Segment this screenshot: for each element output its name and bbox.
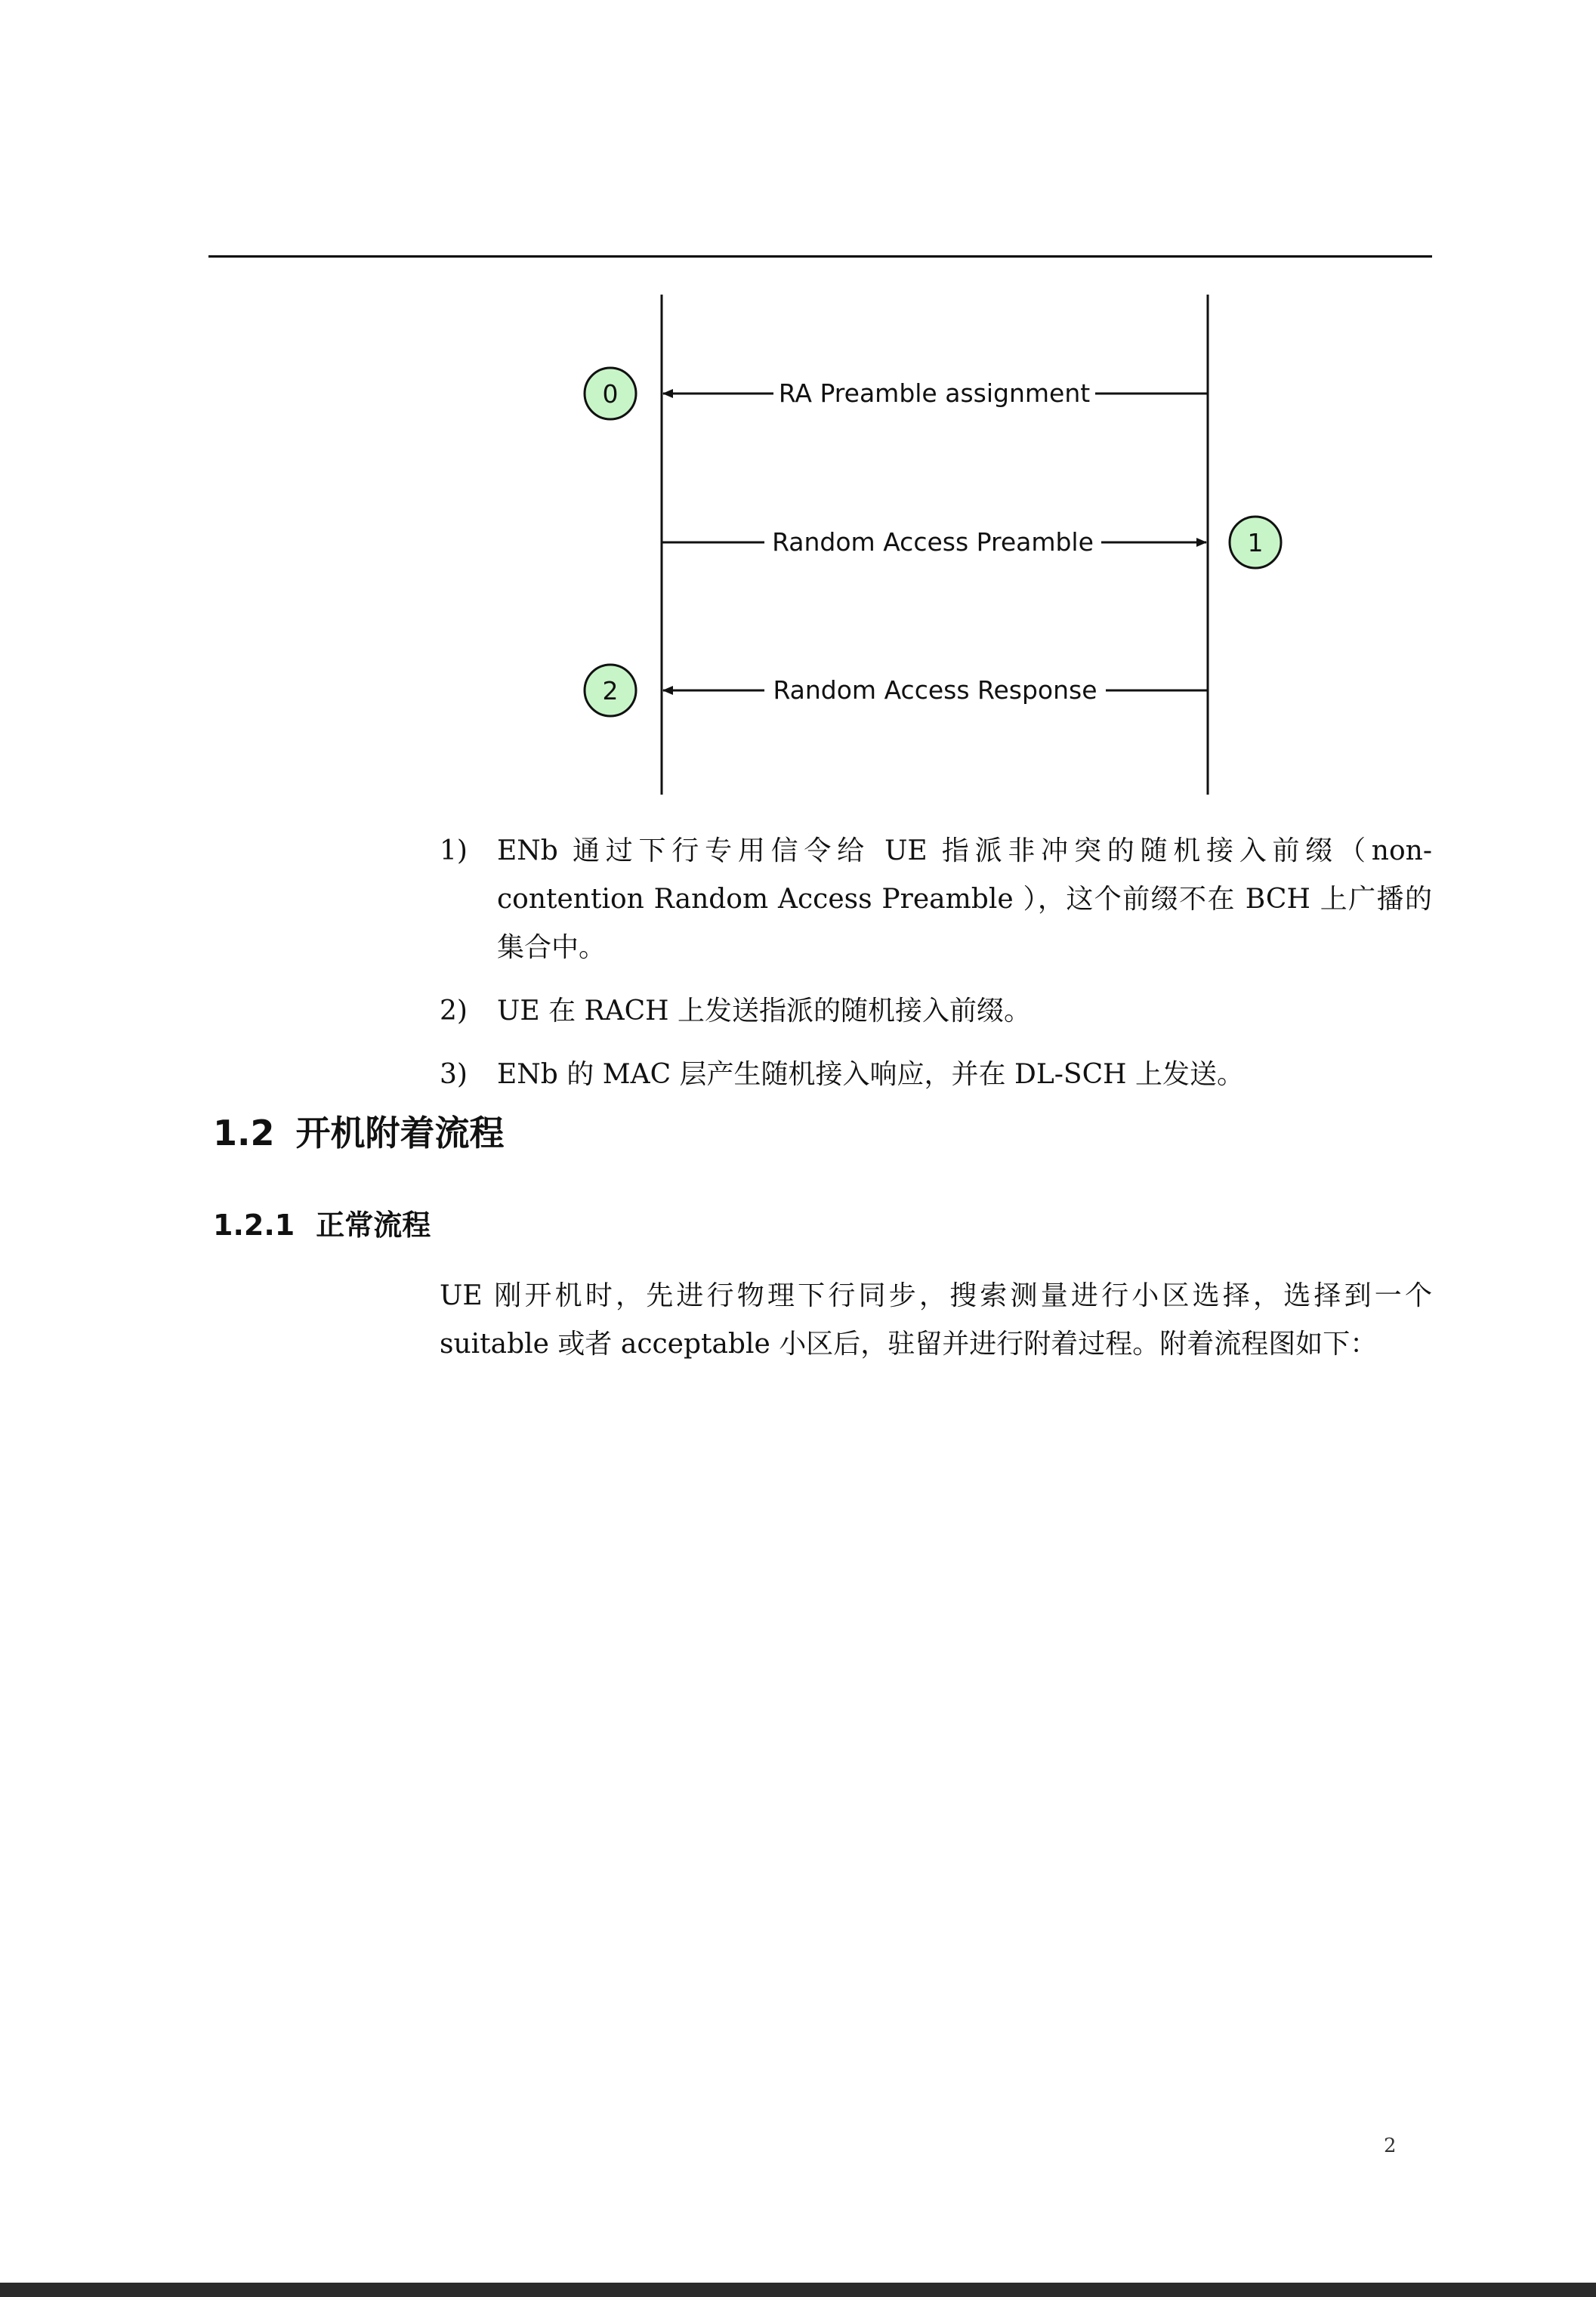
message-2-label: Random Access Response xyxy=(773,675,1097,705)
viewer-bottom-edge xyxy=(0,2283,1596,2297)
section-number: 1.2 xyxy=(213,1113,275,1153)
list-item xyxy=(440,827,1432,972)
list-item-number: 2) xyxy=(440,996,468,1027)
body-paragraph: UE 刚开机时，先进行物理下行同步，搜索测量进行小区选择，选择到一个 suitable 或者 acceptable 小区后，驻留并进行附着过程。附着流程图如下： xyxy=(440,1280,1432,1360)
list-item-text: ENb 通过下行专用信令给 UE 指派非冲突的随机接入前缀（non-contention Random Access Preamble ），这个前缀不在 BCH 上广播的集合中。 xyxy=(497,835,1432,963)
step-2-number: 2 xyxy=(602,676,619,705)
sequence-diagram xyxy=(0,0,1596,831)
list-item xyxy=(440,987,1432,1036)
list-item-number: 3) xyxy=(440,1059,468,1090)
subsection-heading xyxy=(213,1206,431,1245)
message-0 xyxy=(585,368,1208,419)
message-1 xyxy=(662,517,1281,568)
list-item-text: UE 在 RACH 上发送指派的随机接入前缀。 xyxy=(497,996,1031,1027)
list-item-number: 1) xyxy=(440,835,468,866)
list-item-text: ENb 的 MAC 层产生随机接入响应，并在 DL-SCH 上发送。 xyxy=(497,1059,1244,1090)
step-1-number: 1 xyxy=(1247,528,1264,557)
step-list xyxy=(440,827,1432,1114)
section-heading xyxy=(213,1110,505,1156)
section-title: 开机附着流程 xyxy=(295,1113,505,1153)
message-2 xyxy=(585,665,1208,716)
step-0-number: 0 xyxy=(602,379,619,409)
message-0-label: RA Preamble assignment xyxy=(778,378,1091,408)
list-item xyxy=(440,1051,1432,1099)
subsection-number: 1.2.1 xyxy=(213,1209,295,1242)
page-number: 2 xyxy=(1384,2135,1397,2157)
subsection-title: 正常流程 xyxy=(316,1209,431,1242)
message-1-label: Random Access Preamble xyxy=(772,527,1094,557)
